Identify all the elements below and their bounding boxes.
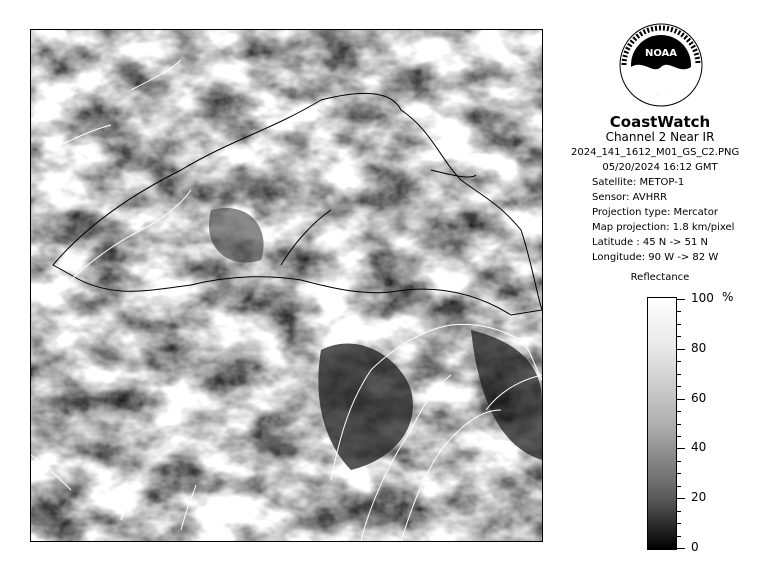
acquisition-datetime: 05/20/2024 16:12 GMT	[602, 162, 718, 173]
scale-tick	[677, 374, 681, 375]
scale-tick	[677, 461, 681, 462]
scale-tick-label: 0	[691, 540, 699, 554]
scale-tick-label: 20	[691, 490, 707, 505]
latitude-range: Latitude : 45 N -> 51 N	[592, 237, 708, 248]
file-name: 2024_141_1612_M01_GS_C2.PNG	[571, 147, 740, 158]
satellite-image	[30, 29, 543, 542]
scale-tick	[677, 336, 681, 337]
scale-tick-label: 40	[691, 440, 707, 455]
channel-label: Channel 2 Near IR	[605, 130, 715, 144]
scale-tick-label: 80	[691, 340, 707, 355]
scale-tick	[677, 436, 681, 437]
scale-tick	[677, 311, 681, 312]
scale-tick-label: 100	[691, 291, 714, 305]
scale-tick	[677, 386, 681, 387]
product-title: CoastWatch	[609, 113, 711, 131]
projection-type: Projection type: Mercator	[592, 207, 718, 218]
scale-tick	[677, 424, 681, 425]
scale-tick	[677, 511, 681, 512]
scale-tick-label: 60	[691, 390, 707, 405]
scale-tick	[677, 361, 681, 362]
satellite-label: Satellite: METOP-1	[592, 177, 685, 188]
scale-tick	[677, 548, 685, 549]
noaa-logo	[619, 23, 703, 107]
map-projection: Map projection: 1.8 km/pixel	[592, 222, 735, 233]
sensor-label: Sensor: AVHRR	[592, 192, 668, 203]
svg-text:NOAA: NOAA	[644, 48, 678, 59]
scale-tick	[677, 536, 681, 537]
scale-tick	[677, 498, 685, 499]
scale-tick	[677, 299, 685, 300]
scale-tick	[677, 411, 681, 412]
longitude-range: Longitude: 90 W -> 82 W	[592, 252, 719, 263]
scale-tick	[677, 486, 681, 487]
scale-unit: %	[722, 290, 734, 304]
scale-tick	[677, 399, 685, 400]
scale-tick	[677, 523, 681, 524]
scale-tick	[677, 349, 685, 350]
scale-tick	[677, 448, 685, 449]
near-ir-map	[31, 30, 542, 541]
scale-tick	[677, 324, 681, 325]
scale-title: Reflectance	[630, 272, 690, 283]
scale-tick	[677, 473, 681, 474]
reflectance-scale-bar	[647, 297, 677, 550]
